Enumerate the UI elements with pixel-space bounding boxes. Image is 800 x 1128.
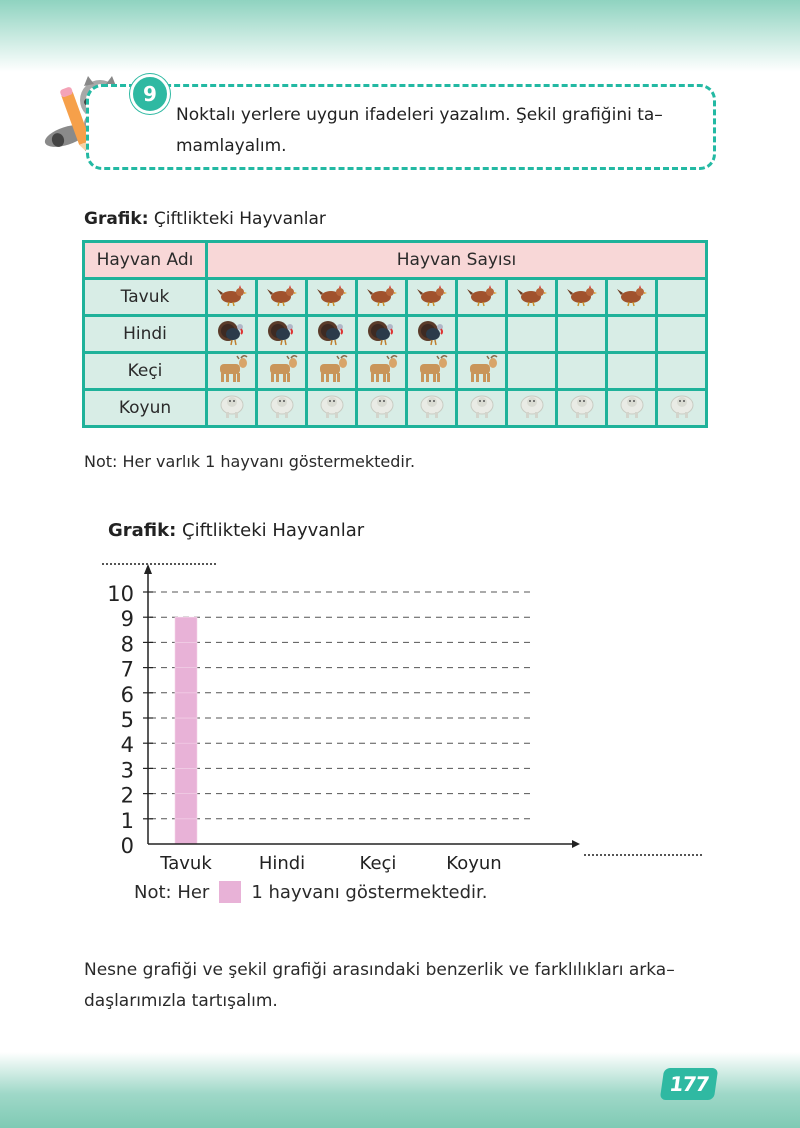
table-cell bbox=[657, 353, 707, 390]
turkey-icon bbox=[267, 331, 297, 350]
table-row bbox=[84, 353, 707, 390]
table-cell bbox=[307, 279, 357, 316]
bar-unit bbox=[175, 693, 197, 718]
table-cell bbox=[507, 353, 557, 390]
bar-graph-note bbox=[134, 881, 488, 903]
sheep-icon bbox=[318, 404, 346, 423]
table-cell bbox=[507, 390, 557, 427]
bar-unit bbox=[175, 768, 197, 793]
y-axis-arrow-icon bbox=[144, 564, 152, 574]
table-cell bbox=[207, 316, 257, 353]
chicken-icon bbox=[567, 292, 597, 311]
sheep-icon bbox=[518, 404, 546, 423]
x-tick-label: Tavuk bbox=[160, 853, 212, 874]
table-cell bbox=[207, 390, 257, 427]
sheep-icon bbox=[368, 404, 396, 423]
table-cell bbox=[257, 353, 307, 390]
bar-unit bbox=[175, 642, 197, 667]
closing-text: Nesne grafiği ve şekil grafiği arasındaki benzerlik ve farklılıkları arka– daşlarımızla tartışalım. bbox=[84, 960, 675, 1011]
goat-icon bbox=[365, 368, 399, 387]
row-label-hindi: Hindi bbox=[84, 316, 207, 353]
table-cell bbox=[357, 279, 407, 316]
table-cell bbox=[557, 390, 607, 427]
table-cell bbox=[557, 316, 607, 353]
goat-icon bbox=[315, 368, 349, 387]
table-cell bbox=[257, 390, 307, 427]
table-cell bbox=[607, 316, 657, 353]
chicken-icon bbox=[617, 292, 647, 311]
bar-graph-title bbox=[108, 520, 364, 541]
task-instruction: Noktalı yerlere uygun ifadeleri yazalım. Şekil grafiğini ta– mamlayalım. bbox=[176, 105, 663, 156]
table-cell bbox=[507, 279, 557, 316]
row-label-keci: Keçi bbox=[84, 353, 207, 390]
goat-icon bbox=[415, 368, 449, 387]
table-cell bbox=[457, 316, 507, 353]
table-cell bbox=[207, 279, 257, 316]
table-cell bbox=[257, 279, 307, 316]
page-number: 177 bbox=[660, 1068, 718, 1100]
y-tick-label: 6 bbox=[120, 682, 134, 707]
chicken-icon bbox=[267, 292, 297, 311]
header-animal-name: Hayvan Adı bbox=[84, 242, 207, 279]
table-header-row bbox=[84, 242, 707, 279]
sheep-icon bbox=[668, 404, 696, 423]
goat-icon bbox=[215, 368, 249, 387]
table-cell bbox=[407, 353, 457, 390]
bar-unit bbox=[175, 718, 197, 743]
turkey-icon bbox=[217, 331, 247, 350]
table-cell bbox=[557, 279, 607, 316]
object-graph-note: Not: Her varlık 1 hayvanı göstermektedir. bbox=[84, 452, 416, 471]
table-cell bbox=[457, 390, 507, 427]
table-cell bbox=[407, 316, 457, 353]
x-tick-label: Koyun bbox=[446, 853, 502, 874]
turkey-icon bbox=[317, 331, 347, 350]
bar-unit bbox=[175, 743, 197, 768]
table-cell bbox=[357, 390, 407, 427]
y-tick-label: 2 bbox=[120, 783, 134, 808]
table-cell bbox=[507, 316, 557, 353]
chicken-icon bbox=[367, 292, 397, 311]
table-cell bbox=[457, 279, 507, 316]
sheep-icon bbox=[618, 404, 646, 423]
chicken-icon bbox=[467, 292, 497, 311]
table-cell bbox=[657, 390, 707, 427]
y-tick-label: 9 bbox=[120, 607, 134, 632]
top-band bbox=[0, 0, 800, 72]
x-axis-title-blank[interactable] bbox=[584, 854, 702, 856]
table-cell bbox=[557, 353, 607, 390]
table-cell bbox=[457, 353, 507, 390]
table-cell bbox=[257, 316, 307, 353]
sheep-icon bbox=[268, 404, 296, 423]
chicken-icon bbox=[517, 292, 547, 311]
table-cell bbox=[607, 279, 657, 316]
y-tick-label: 4 bbox=[120, 733, 134, 758]
bar-unit bbox=[175, 794, 197, 819]
goat-icon bbox=[265, 368, 299, 387]
object-graph-title bbox=[84, 209, 326, 229]
bar-note-prefix: Not: Her bbox=[134, 881, 210, 903]
table-cell bbox=[407, 279, 457, 316]
object-graph-title-prefix: Grafik: bbox=[84, 209, 149, 229]
table-row bbox=[84, 279, 707, 316]
table-cell bbox=[307, 316, 357, 353]
table-cell bbox=[357, 316, 407, 353]
sheep-icon bbox=[468, 404, 496, 423]
y-tick-label: 0 bbox=[120, 834, 134, 858]
table-cell bbox=[657, 316, 707, 353]
bar-graph-title-prefix: Grafik: bbox=[108, 520, 177, 541]
table-cell bbox=[307, 353, 357, 390]
table-cell bbox=[607, 390, 657, 427]
y-tick-label: 8 bbox=[120, 632, 134, 657]
bar-unit bbox=[175, 668, 197, 693]
y-tick-label: 3 bbox=[120, 758, 134, 783]
y-tick-label: 7 bbox=[120, 657, 134, 682]
table-cell bbox=[207, 353, 257, 390]
sheep-icon bbox=[218, 404, 246, 423]
x-tick-label: Keçi bbox=[359, 853, 397, 874]
row-label-koyun: Koyun bbox=[84, 390, 207, 427]
table-cell bbox=[357, 353, 407, 390]
y-tick-label: 10 bbox=[107, 582, 134, 606]
sheep-icon bbox=[568, 404, 596, 423]
task-number-badge: 9 bbox=[130, 74, 170, 114]
sheep-icon bbox=[418, 404, 446, 423]
table-cell bbox=[307, 390, 357, 427]
bar-unit bbox=[175, 617, 197, 642]
header-animal-count: Hayvan Sayısı bbox=[207, 242, 707, 279]
bar-graph-title-text: Çiftlikteki Hayvanlar bbox=[176, 520, 365, 541]
turkey-icon bbox=[417, 331, 447, 350]
table-row bbox=[84, 390, 707, 427]
table-cell bbox=[657, 279, 707, 316]
table-cell bbox=[607, 353, 657, 390]
bar-note-suffix: 1 hayvanı göstermektedir. bbox=[251, 881, 488, 903]
x-axis-arrow-icon bbox=[572, 840, 580, 848]
row-label-tavuk: Tavuk bbox=[84, 279, 207, 316]
goat-icon bbox=[465, 368, 499, 387]
y-tick-label: 5 bbox=[120, 708, 134, 732]
object-graph-table bbox=[82, 240, 708, 428]
table-row bbox=[84, 316, 707, 353]
object-graph-title-text: Çiftlikteki Hayvanlar bbox=[148, 209, 326, 229]
table-cell bbox=[407, 390, 457, 427]
bar-unit bbox=[175, 819, 197, 844]
y-tick-label: 1 bbox=[120, 808, 134, 833]
chicken-icon bbox=[417, 292, 447, 311]
chicken-icon bbox=[217, 292, 247, 311]
x-tick-label: Hindi bbox=[258, 853, 306, 874]
turkey-icon bbox=[367, 331, 397, 350]
bar-unit-swatch bbox=[219, 881, 241, 903]
bar-chart bbox=[100, 560, 590, 880]
chicken-icon bbox=[317, 292, 347, 311]
